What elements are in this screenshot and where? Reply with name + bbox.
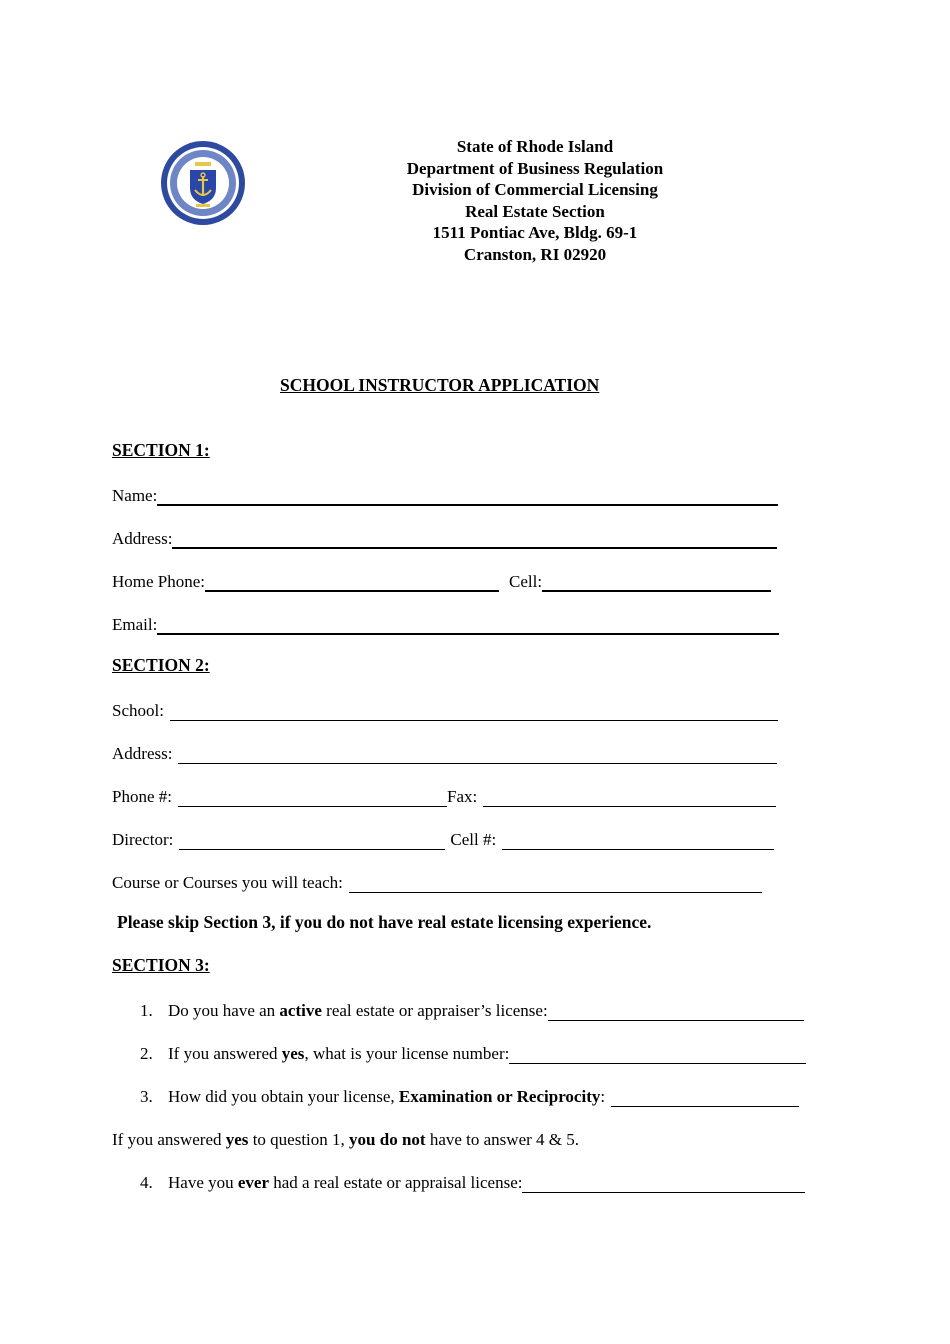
- question-3-text-pre: How did you obtain your license,: [168, 1087, 399, 1106]
- header-line-city: Cranston, RI 02920: [463, 244, 607, 264]
- note-text-bold-yes: yes: [225, 1130, 249, 1149]
- question-1-text-bold: active: [279, 1001, 322, 1020]
- question-2-number: 2.: [140, 1044, 153, 1063]
- form-title: SCHOOL INSTRUCTOR APPLICATION: [280, 375, 600, 395]
- director-cell-label: Cell #:: [450, 830, 497, 849]
- note-text-bold-do-not: you do not: [349, 1130, 426, 1149]
- name-field[interactable]: [157, 486, 778, 506]
- director-cell-field[interactable]: [502, 831, 774, 850]
- question-3-number: 3.: [140, 1087, 153, 1106]
- question-2-text-bold: yes: [281, 1044, 305, 1063]
- question-2-text-pre: If you answered: [168, 1044, 282, 1063]
- school-field[interactable]: [170, 702, 778, 721]
- question-4-text-post: had a real estate or appraisal license:: [269, 1173, 523, 1192]
- note-text-pre: If you answered: [112, 1130, 226, 1149]
- question-4-text-bold: ever: [237, 1173, 270, 1192]
- school-row: [112, 697, 778, 721]
- question-2-answer-field[interactable]: [509, 1045, 806, 1064]
- header-line-division: Division of Commercial Licensing: [412, 180, 658, 199]
- question-1-text-post: real estate or appraiser’s license:: [321, 1001, 548, 1020]
- header-line-department: Department of Business Regulation: [406, 158, 664, 178]
- director-label: Director:: [112, 830, 174, 849]
- question-1-row: [140, 997, 804, 1021]
- phone-row: [112, 568, 771, 592]
- section-1-heading: SECTION 1:: [112, 440, 210, 460]
- agency-header: [330, 136, 740, 265]
- question-3-text-bold: Examination or Reciprocity: [398, 1087, 601, 1106]
- school-address-label: Address:: [112, 744, 173, 763]
- email-row: [112, 611, 779, 635]
- section-3-note: [112, 1126, 579, 1150]
- name-row: [112, 482, 778, 506]
- section-2-heading: SECTION 2:: [112, 655, 210, 675]
- address-label: Address:: [112, 529, 173, 548]
- fax-field[interactable]: [483, 788, 776, 807]
- email-label: Email:: [112, 615, 158, 634]
- cell-label: Cell:: [509, 572, 543, 591]
- question-3-text-post: :: [600, 1087, 606, 1106]
- courses-field[interactable]: [349, 874, 762, 893]
- school-phone-field[interactable]: [178, 788, 447, 807]
- home-phone-label: Home Phone:: [112, 572, 206, 591]
- school-phone-label: Phone #:: [112, 787, 172, 806]
- question-2-text-post: , what is your license number:: [304, 1044, 510, 1063]
- school-address-field[interactable]: [178, 745, 777, 764]
- name-label: Name:: [112, 486, 158, 505]
- school-address-row: [112, 740, 777, 764]
- school-phone-row: [112, 783, 776, 807]
- skip-section-notice: Please skip Section 3, if you do not have real estate licensing experience.: [117, 912, 652, 932]
- section-3-heading: SECTION 3:: [112, 955, 210, 975]
- home-phone-field[interactable]: [205, 572, 499, 592]
- question-1-text-pre: Do you have an: [168, 1001, 280, 1020]
- question-3-answer-field[interactable]: [611, 1088, 799, 1107]
- director-field[interactable]: [179, 831, 445, 850]
- header-line-section: Real Estate Section: [465, 201, 605, 221]
- header-line-state: State of Rhode Island: [456, 137, 614, 156]
- address-row: [112, 525, 777, 549]
- question-2-row: [140, 1040, 806, 1064]
- courses-row: [112, 869, 762, 893]
- question-3-row: [140, 1083, 799, 1107]
- address-field[interactable]: [172, 529, 777, 549]
- note-text-post: have to answer 4 & 5.: [425, 1130, 579, 1149]
- question-1-answer-field[interactable]: [548, 1002, 804, 1021]
- question-1-number: 1.: [140, 1001, 153, 1020]
- email-field[interactable]: [157, 615, 779, 635]
- question-4-text-pre: Have you: [168, 1173, 238, 1192]
- director-row: [112, 826, 774, 850]
- question-4-answer-field[interactable]: [522, 1174, 805, 1193]
- school-label: School:: [112, 701, 164, 720]
- fax-label: Fax:: [446, 787, 478, 806]
- courses-label: Course or Courses you will teach:: [112, 873, 343, 892]
- note-text-mid: to question 1,: [248, 1130, 350, 1149]
- department-seal-logo: [160, 140, 246, 226]
- cell-field[interactable]: [542, 572, 771, 592]
- department-seal-icon: [160, 140, 246, 226]
- question-4-row: [140, 1169, 805, 1193]
- question-4-number: 4.: [140, 1173, 153, 1192]
- header-line-street: 1511 Pontiac Ave, Bldg. 69-1: [432, 223, 638, 242]
